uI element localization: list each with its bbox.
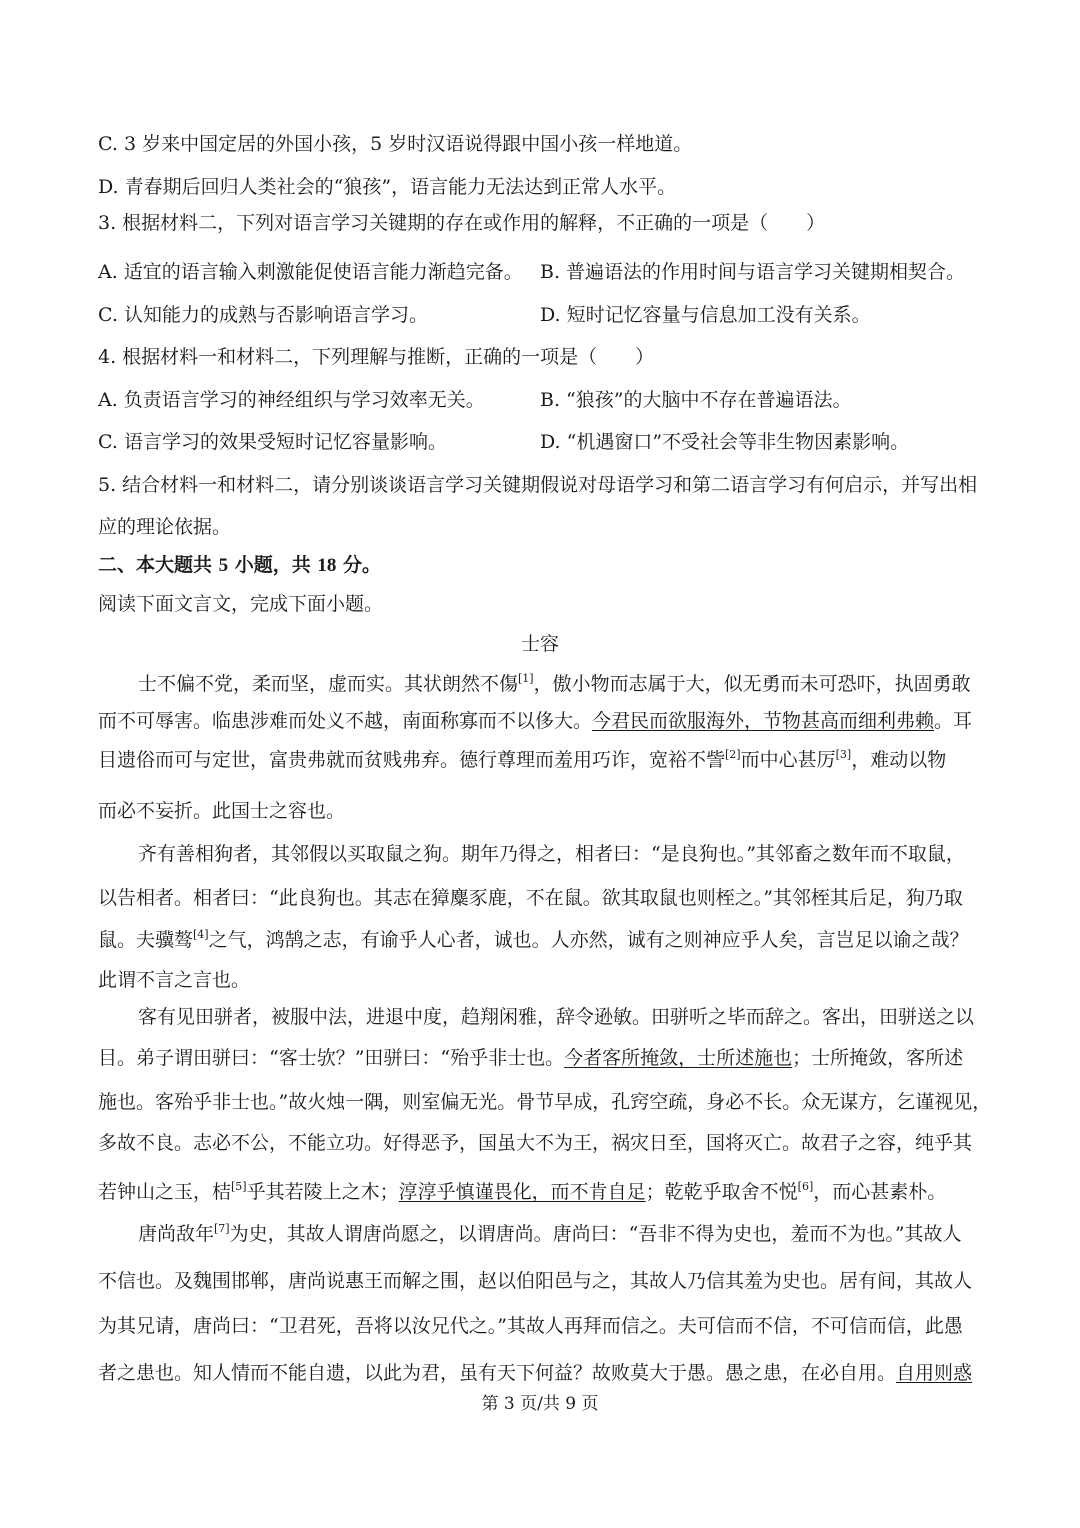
passage-text: 目遗俗而可与定世，富贵弗就而贫贱弗弃。德行尊理而羞用巧诈，宽裕不訾: [98, 749, 726, 771]
passage-p2-line2: 以告相者。相者曰：“此良狗也。其志在獐麋豕鹿，不在鼠。欲其取鼠也则桎之。”其邻桎其后足，狗乃取: [98, 887, 963, 909]
q2-option-d: D. 青春期后回归人类社会的“狼孩”，语言能力无法达到正常人水平。: [98, 176, 677, 198]
passage-text: ，难动以物: [851, 749, 947, 771]
passage-text: ，傲小物而志属于大，似无勇而未可恐吓，执固勇敢: [533, 673, 971, 695]
passage-p1-line1: [138, 670, 971, 698]
passage-p1-line2: [98, 707, 972, 735]
passage-text: 目。弟子谓田骈曰：“客士欤？”田骈曰：“殆乎非士也。: [98, 1047, 565, 1069]
underlined-sentence: 自用则惑: [896, 1362, 973, 1384]
q5-stem-line1: 5. 结合材料一和材料二，请分别谈谈语言学习关键期假说对母语学习和第二语言学习有何启示，并写出相: [98, 474, 978, 496]
q3-stem: 3. 根据材料二，下列对语言学习关键期的存在或作用的解释，不正确的一项是（ ）: [98, 212, 826, 234]
section2-heading-text: 小题，共: [228, 554, 318, 576]
q3-option-c: C. 认知能力的成熟与否影响语言学习。: [98, 304, 428, 326]
footnote-marker: [2]: [725, 748, 741, 761]
footnote-marker: [3]: [835, 748, 852, 761]
passage-p3-line1: 客有见田骈者，被服中法，进退中度，趋翔闲雅，辞令逊敏。田骈听之毕而辞之。客出，田骈送之以: [138, 1006, 975, 1028]
section2-question-count: 5: [218, 555, 229, 576]
footnote-marker: [4]: [193, 928, 209, 941]
section2-heading-text: 分。: [336, 554, 381, 576]
section2-points: 18: [317, 555, 337, 576]
passage-p2-line4: 此谓不言之言也。: [98, 969, 251, 991]
passage-p4-line4: [98, 1359, 972, 1387]
footnote-marker: [6]: [797, 1180, 814, 1193]
passage-p2-line1: 齐有善相狗者，其邻假以买取鼠之狗。期年乃得之，相者曰：“是良狗也。”其邻畜之数年而不取鼠，: [138, 843, 965, 865]
footnote-marker: [5]: [231, 1180, 247, 1193]
passage-p4-line3: 为其兄请，唐尚曰：“卫君死，吾将以汝兄代之。”其故人再拜而信之。夫可信而不信，不可信而信，此愚: [98, 1315, 963, 1337]
passage-text: 士不偏不党，柔而坚，虚而实。其状朗然不傷: [138, 673, 519, 695]
passage-p1-line3: [98, 746, 946, 774]
passage-p3-line3: 施也。客殆乎非士也。”故火烛一隅，则室偏无光。骨节早成，孔窍空疏，身必不长。众无谋方，乞谨视见，: [98, 1091, 992, 1113]
passage-p3-line5: [98, 1178, 946, 1206]
q3-option-a: A. 适宜的语言输入刺激能促使语言能力渐趋完备。: [98, 261, 523, 283]
passage-text: 乎其若陵上之木；: [246, 1181, 399, 1203]
passage-text: ；乾乾乎取舍不悦: [645, 1181, 798, 1203]
passage-text: 为史，其故人谓唐尚愿之，以谓唐尚。唐尚曰：“吾非不得为史也，羞而不为也。”其故人: [229, 1223, 962, 1245]
q4-option-d: D. “机遇窗口”不受社会等非生物因素影响。: [540, 431, 910, 453]
q4-option-a: A. 负责语言学习的神经组织与学习效率无关。: [98, 389, 485, 411]
passage-text: 而中心甚厉: [740, 749, 836, 771]
passage-text: 唐尚敌年: [138, 1223, 215, 1245]
footnote-marker: [7]: [214, 1222, 230, 1235]
passage-text: ，而心甚素朴。: [813, 1181, 947, 1203]
passage-text: 鼠。夫骥骜: [98, 929, 194, 951]
underlined-sentence: 淳淳乎慎谨畏化，而不肯自足: [398, 1181, 646, 1203]
section2-heading-text: 二、本大题共: [98, 554, 219, 576]
passage-p4-line2: 不信也。及魏围邯郸，唐尚说惠王而解之围，赵以伯阳邑与之，其故人乃信其羞为史也。居有间，其故人: [98, 1270, 973, 1292]
passage-text: 若钟山之玉，桔: [98, 1181, 232, 1203]
underlined-sentence: 今者客所掩敛，士所述施也: [564, 1047, 793, 1069]
q3-option-b: B. 普遍语法的作用时间与语言学习关键期相契合。: [540, 261, 966, 283]
section2-heading: [98, 551, 381, 579]
q3-option-d: D. 短时记忆容量与信息加工没有关系。: [540, 304, 871, 326]
footnote-marker: [1]: [518, 672, 534, 685]
passage-p1-line4: 而必不妄折。此国士之容也。: [98, 800, 346, 822]
passage-title: 士容: [520, 633, 559, 655]
passage-text: 之气，鸿鹄之志，有谕乎人心者，诚也。人亦然，诚有之则神应乎人矣，言岂足以谕之哉？: [208, 929, 969, 951]
passage-p3-line4: 多故不良。志必不公，不能立功。好得恶予，国虽大不为王，祸灾日至，国将灭亡。故君子之容，纯乎其: [98, 1132, 973, 1154]
passage-p4-line1: [138, 1220, 962, 1248]
passage-p2-line3: [98, 926, 969, 954]
passage-text: 。耳: [934, 710, 973, 732]
q4-option-b: B. “狼孩”的大脑中不存在普遍语法。: [540, 389, 852, 411]
q4-stem: 4. 根据材料一和材料二，下列理解与推断，正确的一项是（ ）: [98, 346, 655, 368]
page-number-footer: 第 3 页/共 9 页: [481, 1394, 599, 1414]
passage-text: ；士所掩敛，客所述: [792, 1047, 964, 1069]
q4-option-c: C. 语言学习的效果受短时记忆容量影响。: [98, 431, 447, 453]
passage-text: 而不可辱害。临患涉难而处义不越，南面称寡而不以侈大。: [98, 710, 593, 732]
section2-instruction: 阅读下面文言文，完成下面小题。: [98, 593, 384, 615]
q2-option-c: C. 3 岁来中国定居的外国小孩，5 岁时汉语说得跟中国小孩一样地道。: [98, 133, 693, 155]
passage-p3-line2: [98, 1044, 963, 1072]
passage-text: 者之患也。知人情而不能自遗，以此为君，虽有天下何益？故败莫大于愚。愚之患，在必自用。: [98, 1362, 897, 1384]
underlined-sentence: 今君民而欲服海外，节物甚高而细利弗赖: [592, 710, 935, 732]
q5-stem-line2: 应的理论依据。: [98, 516, 232, 538]
